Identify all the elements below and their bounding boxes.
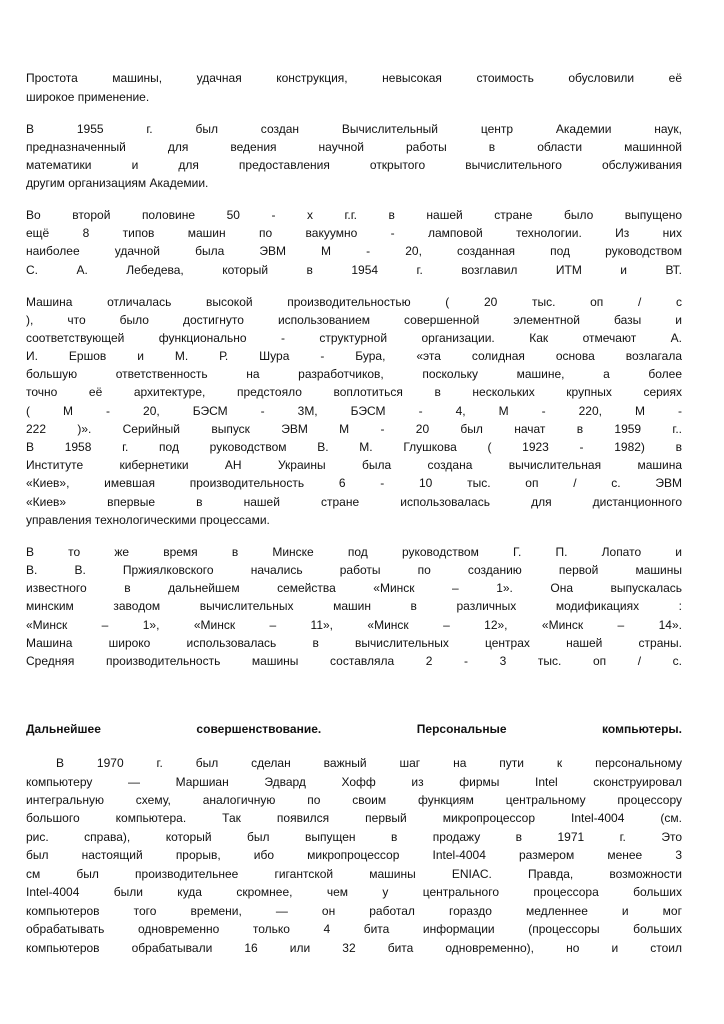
text-line: компьютеров обрабатывали 16 или 32 бита одновременно), но и стоил <box>26 941 682 955</box>
text-line: ( М - 20, БЭСМ - 3М, БЭСМ - 4, М - 220, М - <box>26 404 682 418</box>
text-line: большого компьютера. Так появился первый микропроцессор Intel-4004 (см. <box>26 811 682 825</box>
text-line: интегральную схему, аналогичную по своим функциям центральному процессору <box>26 793 682 807</box>
text-line: В то же время в Минске под руководством Г. П. Лопато и <box>26 545 682 559</box>
text-line: предназначенный для ведения научной работы в области машинной <box>26 140 682 154</box>
text-line: ), что было достигнуто использованием совершенной элементной базы и <box>26 313 682 327</box>
text-line: 222 )». Серийный выпуск ЭВМ М - 20 был начат в 1959 г.. <box>26 422 682 436</box>
text-line: компьютеру — Маршиан Эдвард Хофф из фирмы Intel сконструировал <box>26 775 682 789</box>
text-line: Intel-4004 были куда скромнее, чем у центрального процессора больших <box>26 885 682 899</box>
text-line: «Минск – 1», «Минск – 11», «Минск – 12», «Минск – 14». <box>26 618 682 632</box>
text-line: Простота машины, удачная конструкция, невысокая стоимость обусловили её <box>26 71 682 85</box>
text-line: В. В. Пржиялковского начались работы по созданию первой машины <box>26 563 682 577</box>
text-line: Средняя производительность машины составляла 2 - 3 тыс. оп / с. <box>26 654 682 668</box>
text-line: минским заводом вычислительных машин в различных модификациях : <box>26 599 682 613</box>
text-line: был настоящий прорыв, ибо микропроцессор Intel-4004 размером менее 3 <box>26 848 682 862</box>
text-line: Машина широко использовалась в вычислительных центрах нашей страны. <box>26 636 682 650</box>
text-line: Институте кибернетики АН Украины была создана вычислительная машина <box>26 458 682 472</box>
text-line: широкое применение. <box>26 90 150 104</box>
text-line: В 1958 г. под руководством В. М. Глушкова ( 1923 - 1982) в <box>26 440 682 454</box>
text-line: наиболее удачной была ЭВМ М - 20, созданная под руководством <box>26 244 682 258</box>
section-heading: Дальнейшее совершенствование. Персональные компьютеры. <box>26 722 682 736</box>
text-line: рис. справа), который был выпущен в продажу в 1971 г. Это <box>26 830 682 844</box>
text-line: известного в дальнейшем семейства «Минск – 1». Она выпускалась <box>26 581 682 595</box>
text-line: другим организациям Академии. <box>26 176 209 190</box>
text-line: ещё 8 типов машин по вакуумно - ламповой технологии. Из них <box>26 226 682 240</box>
text-line: Во второй половине 50 - х г.г. в нашей стране было выпущено <box>26 208 682 222</box>
text-line: большую ответственность на разработчиков, поскольку машине, а более <box>26 367 682 381</box>
text-line: компьютеров того времени, — он работал гораздо медленнее и мог <box>26 904 682 918</box>
text-line: И. Ершов и М. Р. Шура - Бура, «эта солидная основа возлагала <box>26 349 682 363</box>
text-line: соответствующей функционально - структурной организации. Как отмечают А. <box>26 331 682 345</box>
text-line: В 1970 г. был сделан важный шаг на пути к персональному <box>56 756 682 770</box>
text-line: В 1955 г. был создан Вычислительный центр Академии наук, <box>26 122 682 136</box>
text-line: управления технологическими процессами. <box>26 513 270 527</box>
text-line: обрабатывать одновременно только 4 бита информации (процессоры больших <box>26 922 682 936</box>
text-line: см был производительнее гигантской машины ENIAC. Правда, возможности <box>26 867 682 881</box>
text-line: Машина отличалась высокой производительностью ( 20 тыс. оп / с <box>26 295 682 309</box>
text-line: «Киев», имевшая производительность 6 - 10 тыс. оп / с. ЭВМ <box>26 476 682 490</box>
text-line: математики и для предоставления открытого вычислительного обслуживания <box>26 158 682 172</box>
text-line: С. А. Лебедева, который в 1954 г. возглавил ИТМ и ВТ. <box>26 263 682 277</box>
text-line: точно её архитектуре, предстояло воплотиться в нескольких крупных сериях <box>26 385 682 399</box>
text-line: «Киев» впервые в нашей стране использовалась для дистанционного <box>26 495 682 509</box>
